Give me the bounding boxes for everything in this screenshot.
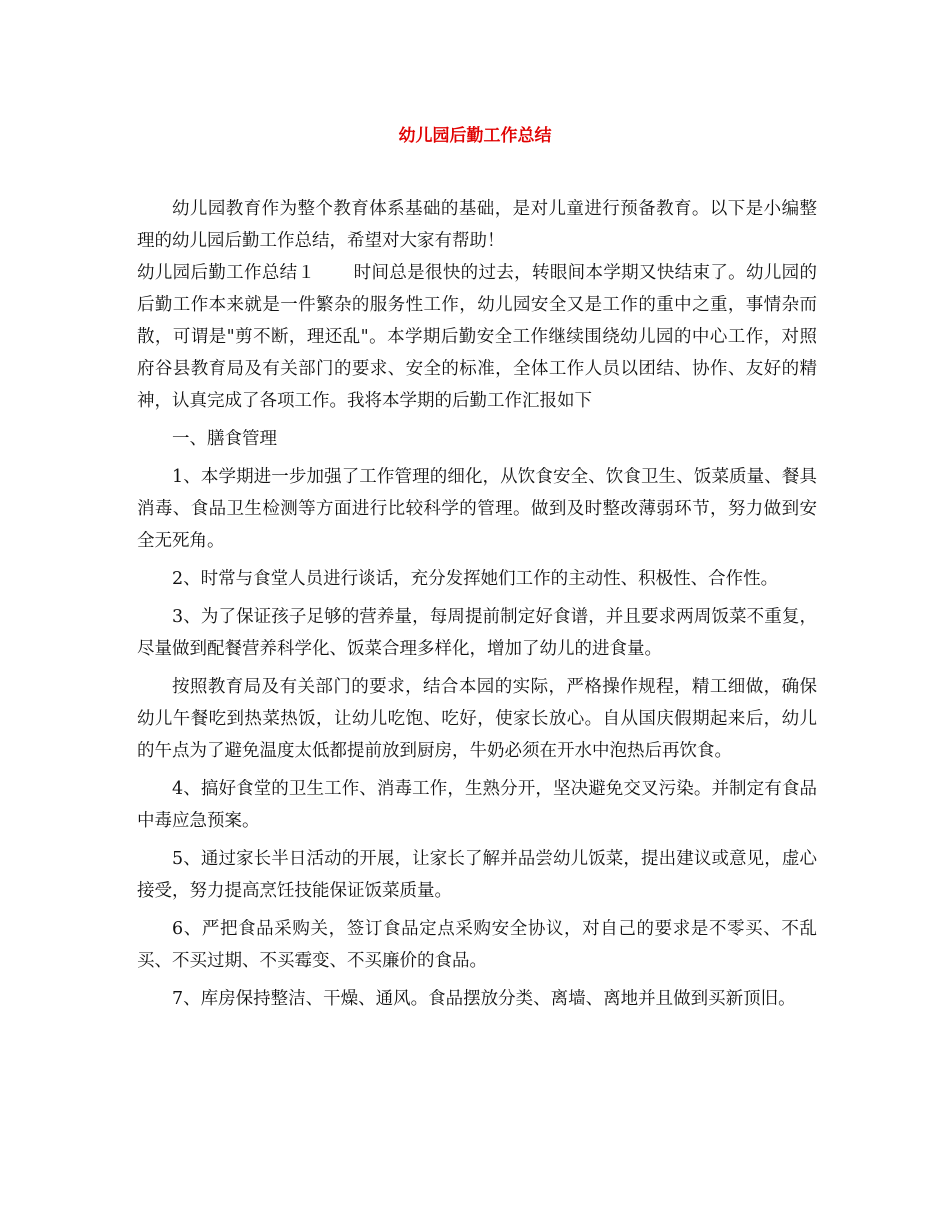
paragraph-item: 7、库房保持整洁、干燥、通风。食品摆放分类、离墙、离地并且做到买新顶旧。 — [172, 989, 796, 1009]
document-body — [137, 193, 817, 1021]
paragraph-item: 按照教育局及有关部门的要求，结合本园的实际，严格操作规程，精工细做，确保幼儿午餐吃到热菜热饭，让幼儿吃饱、吃好，使家长放心。自从国庆假期起来后，幼儿的午点为了避免温度太低都提前放到厨房，牛奶必须在开水中泡热后再饮食。 — [137, 677, 817, 761]
paragraph-item: 4、搞好食堂的卫生工作、消毒工作，生熟分开，坚决避免交叉污染。并制定有食品中毒应急预案。 — [137, 779, 817, 831]
section-heading: 一、膳食管理 — [172, 429, 277, 449]
paragraph-item: 5、通过家长半日活动的开展，让家长了解并品尝幼儿饭菜，提出建议或意见，虚心接受，努力提高烹饪技能保证饭菜质量。 — [137, 849, 817, 901]
document-title: 幼儿园后勤工作总结 — [398, 126, 552, 146]
paragraph-item: 1、本学期进一步加强了工作管理的细化，从饮食安全、饮食卫生、饭菜质量、餐具消毒、食品卫生检测等方面进行比较科学的管理。做到及时整改薄弱环节，努力做到安全无死角。 — [137, 467, 817, 551]
paragraph-item: 2、时常与食堂人员进行谈话，充分发挥她们工作的主动性、积极性、合作性。 — [172, 569, 779, 589]
summary-text: 时间总是很快的过去，转眼间本学期又快结束了。幼儿园的后勤工作本来就是一件繁杂的服务性工作，幼儿园安全又是工作的重中之重，事情杂而散，可谓是"剪不断，理还乱"。本学期后勤安全工作继续围绕幼儿园的中心工作，对照府谷县教育局及有关部门的要求、安全的标准，全体工作人员以团结、协作、友好的精神，认真完成了各项工作。我将本学期的后勤工作汇报如下 — [137, 263, 818, 411]
paragraph-item: 6、严把食品采购关，签订食品定点采购安全协议，对自己的要求是不零买、不乱买、不买过期、不买霉变、不买廉价的食品。 — [137, 919, 817, 971]
summary-paragraph — [137, 257, 817, 417]
summary-label: 幼儿园后勤工作总结１ — [137, 263, 316, 283]
intro-paragraph: 幼儿园教育作为整个教育体系基础的基础，是对儿童进行预备教育。以下是小编整理的幼儿园后勤工作总结，希望对大家有帮助！ — [137, 199, 817, 251]
paragraph-item: 3、为了保证孩子足够的营养量，每周提前制定好食谱，并且要求两周饭菜不重复，尽量做到配餐营养科学化、饭菜合理多样化，增加了幼儿的进食量。 — [137, 607, 817, 659]
